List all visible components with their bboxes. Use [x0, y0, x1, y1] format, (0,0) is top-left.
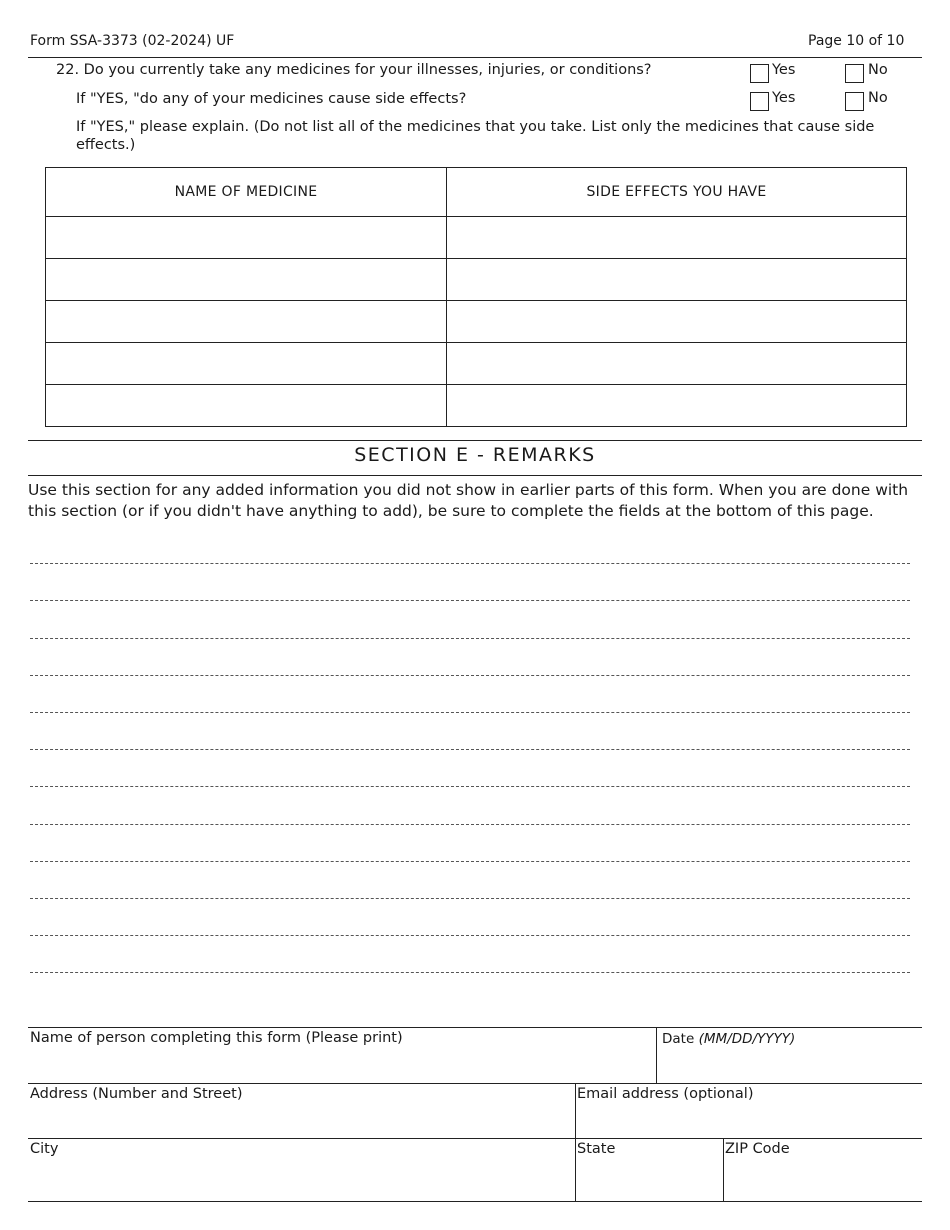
side-effects-cell[interactable] — [447, 259, 907, 301]
side-effects-header: SIDE EFFECTS YOU HAVE — [447, 168, 907, 217]
section-e-title: SECTION E - REMARKS — [354, 444, 596, 466]
medicine-name-cell[interactable] — [46, 217, 447, 259]
remarks-line[interactable] — [30, 712, 910, 713]
date-format-hint: (MM/DD/YYYY) — [698, 1031, 796, 1047]
remarks-line[interactable] — [30, 972, 910, 973]
medicine-name-cell[interactable] — [46, 301, 447, 343]
remarks-line[interactable] — [30, 749, 910, 750]
table-row — [46, 217, 907, 259]
remarks-line[interactable] — [30, 935, 910, 936]
date-label: Date — [662, 1031, 695, 1047]
remarks-line[interactable] — [30, 600, 910, 601]
page-number: Page 10 of 10 — [808, 33, 905, 49]
table-row — [46, 301, 907, 343]
remarks-line[interactable] — [30, 675, 910, 676]
email-label: Email address (optional) — [577, 1086, 754, 1102]
q22-yes-checkbox[interactable] — [750, 64, 769, 83]
date-field[interactable] — [657, 1028, 922, 1083]
medicine-name-cell[interactable] — [46, 343, 447, 385]
side-effects-no-checkbox[interactable] — [845, 92, 864, 111]
q22-no-label: No — [868, 62, 888, 78]
side-effects-yes-label: Yes — [772, 90, 796, 106]
side-effects-no-label: No — [868, 90, 888, 106]
email-field[interactable] — [576, 1084, 922, 1138]
remarks-line[interactable] — [30, 898, 910, 899]
medicine-table — [45, 167, 907, 427]
table-row — [46, 385, 907, 427]
zip-field[interactable] — [724, 1139, 922, 1201]
table-row — [46, 259, 907, 301]
state-field[interactable] — [576, 1139, 723, 1201]
remarks-line[interactable] — [30, 824, 910, 825]
side-effects-question: If "YES, "do any of your medicines cause side effects? — [76, 91, 467, 107]
question-22-text: 22. Do you currently take any medicines for your illnesses, injuries, or conditions? — [56, 62, 652, 78]
zip-label: ZIP Code — [725, 1141, 790, 1157]
name-field[interactable] — [28, 1028, 656, 1083]
side-effects-cell[interactable] — [447, 217, 907, 259]
remarks-line[interactable] — [30, 563, 910, 564]
section-top-divider — [28, 440, 922, 441]
remarks-line[interactable] — [30, 786, 910, 787]
city-label: City — [30, 1141, 59, 1157]
header-divider — [28, 57, 922, 58]
side-effects-cell[interactable] — [447, 385, 907, 427]
side-effects-cell[interactable] — [447, 301, 907, 343]
table-row — [46, 343, 907, 385]
address-label: Address (Number and Street) — [30, 1086, 243, 1102]
q22-no-checkbox[interactable] — [845, 64, 864, 83]
address-field[interactable] — [28, 1084, 575, 1138]
medicine-name-cell[interactable] — [46, 259, 447, 301]
side-effects-cell[interactable] — [447, 343, 907, 385]
remarks-instructions: Use this section for any added information you did not show in earlier parts of this form. When you are done with this section (or if you didn't have anything to add), be sure to complete the fields at the bottom of this page. — [28, 481, 909, 520]
name-label: Name of person completing this form (Please print) — [30, 1030, 403, 1046]
medicine-name-cell[interactable] — [46, 385, 447, 427]
remarks-line[interactable] — [30, 638, 910, 639]
fields-bottom-line — [28, 1201, 922, 1202]
explain-instruction: If "YES," please explain. (Do not list all of the medicines that you take. List only the medicines that cause side effects.) — [76, 119, 875, 153]
date-label-group — [662, 1031, 795, 1047]
state-label: State — [577, 1141, 616, 1157]
city-field[interactable] — [28, 1139, 575, 1201]
side-effects-yes-checkbox[interactable] — [750, 92, 769, 111]
form-id: Form SSA-3373 (02-2024) UF — [30, 33, 235, 49]
medicine-name-header: NAME OF MEDICINE — [46, 168, 447, 217]
section-bottom-divider — [28, 475, 922, 476]
q22-yes-label: Yes — [772, 62, 796, 78]
remarks-line[interactable] — [30, 861, 910, 862]
